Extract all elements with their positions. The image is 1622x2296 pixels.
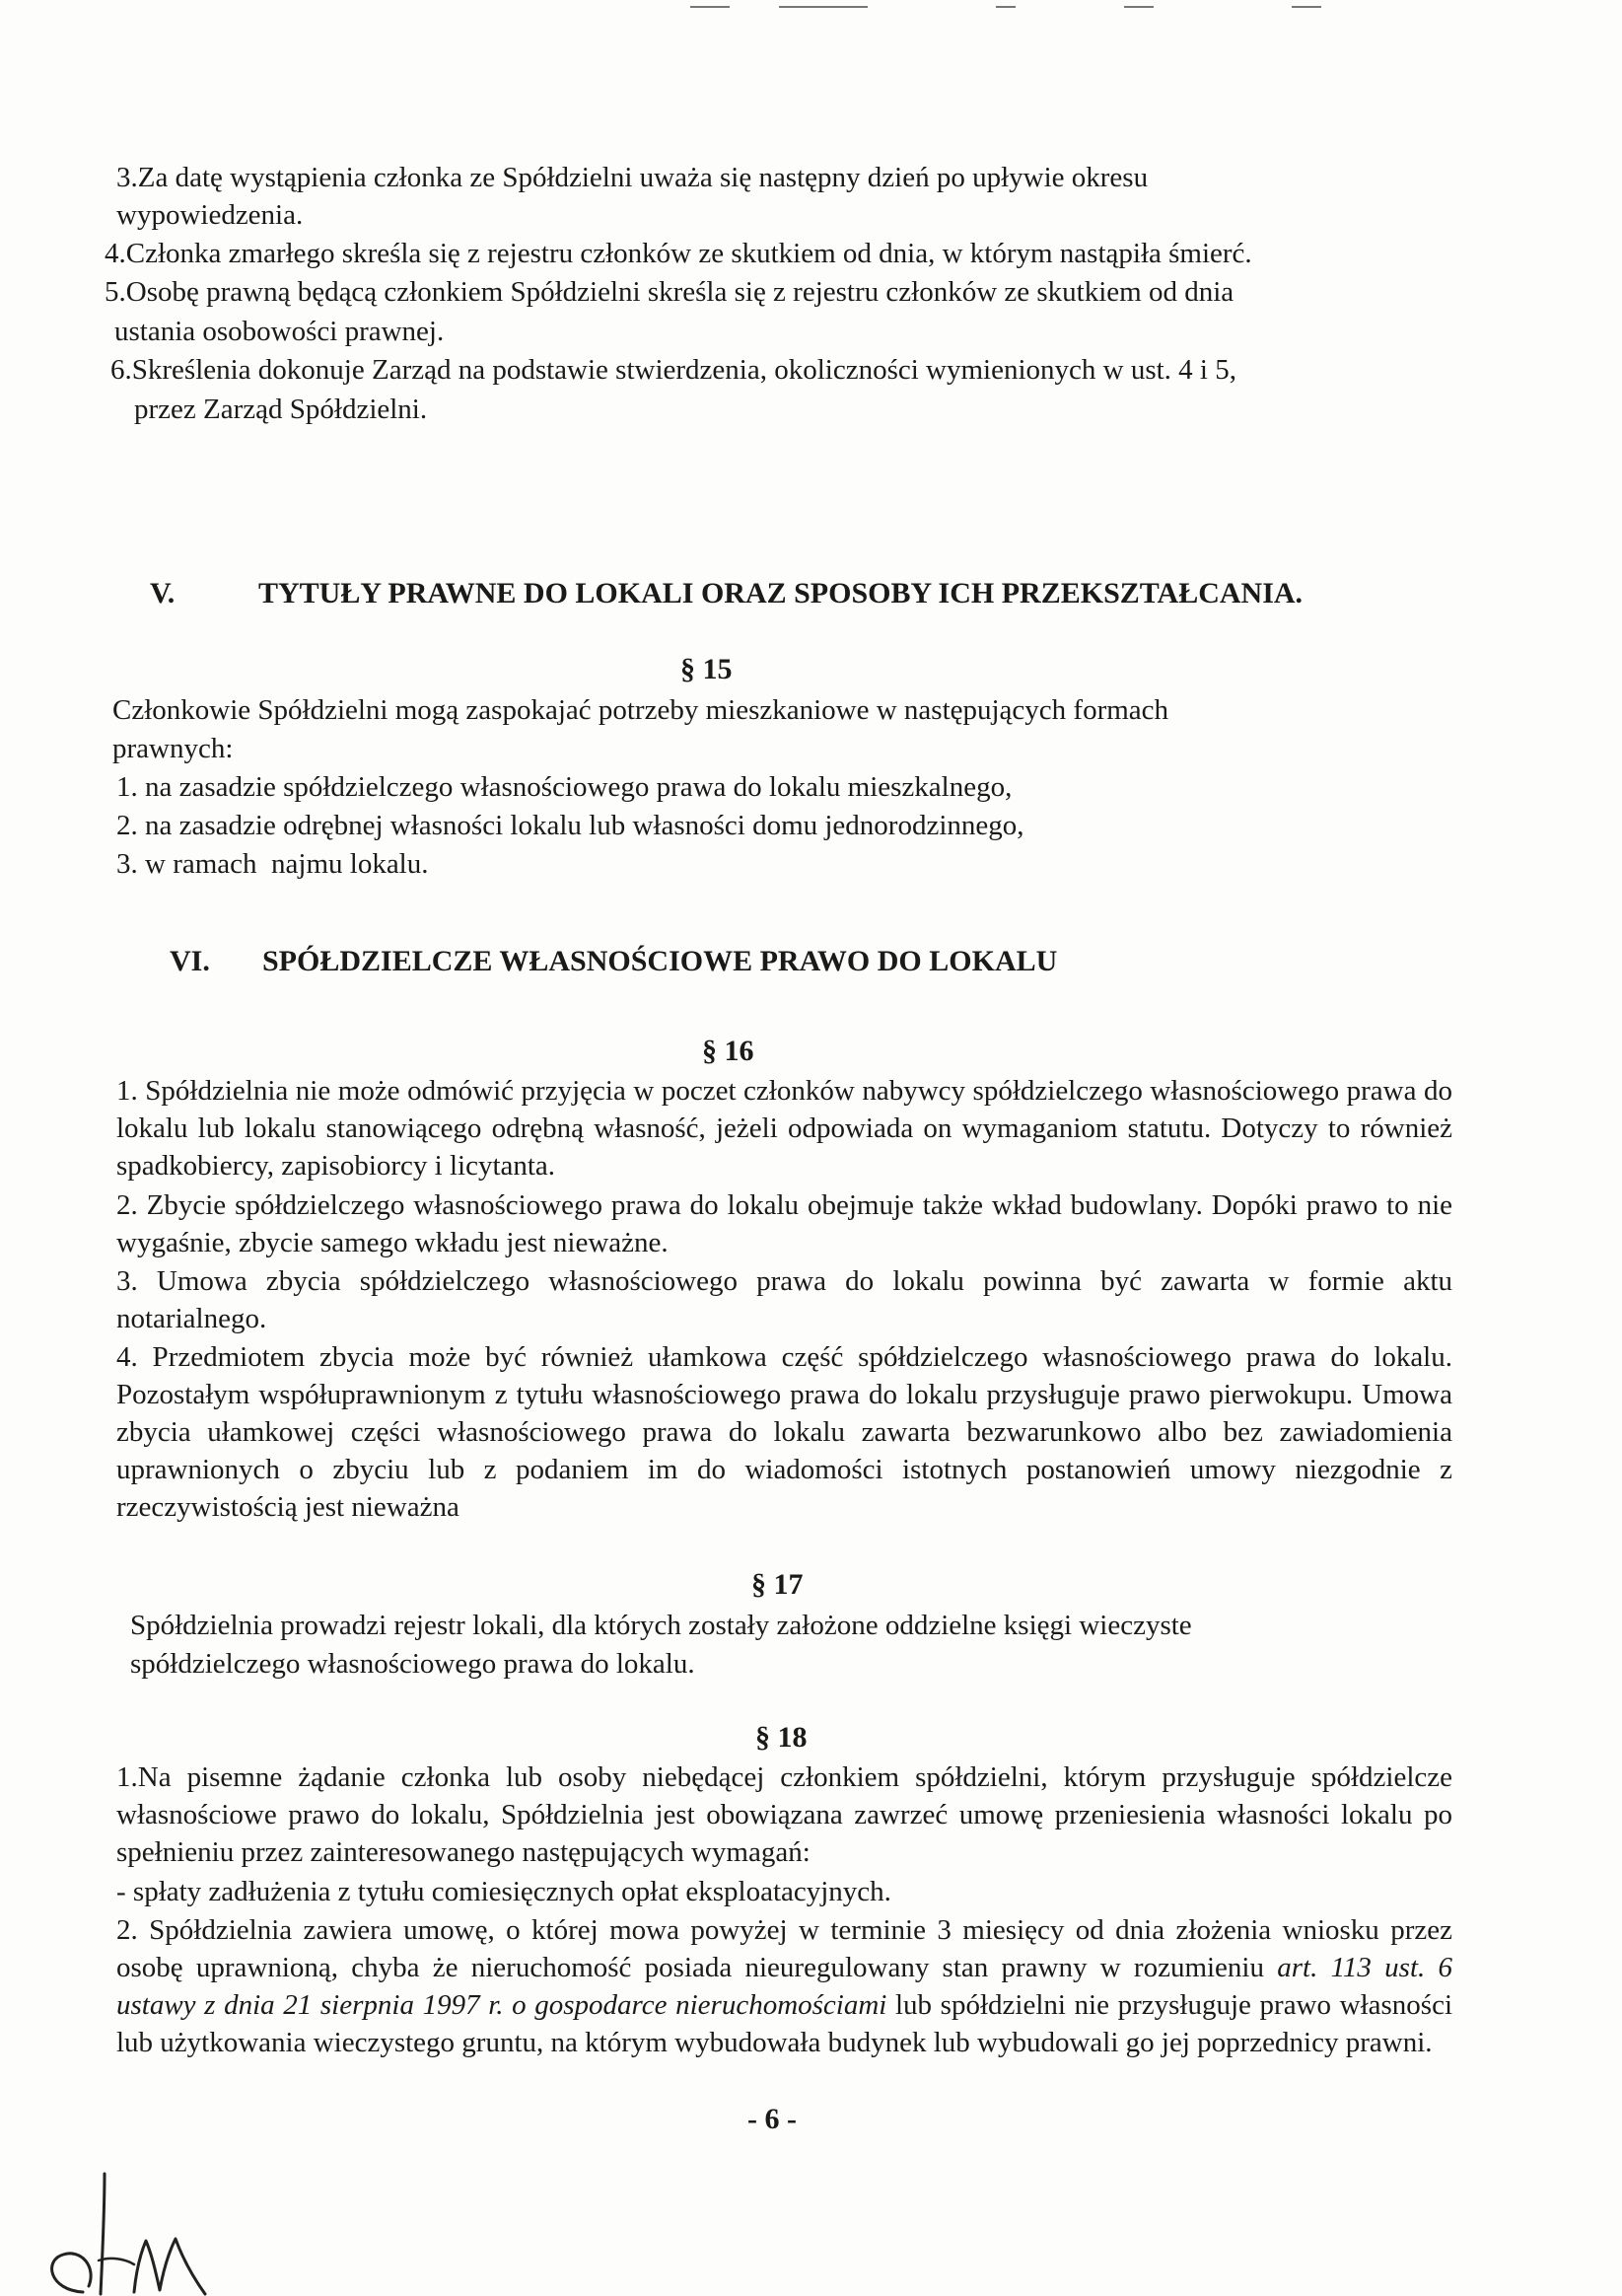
article-item: 3.Za datę wystąpienia członka ze Spółdzielni uważa się następny dzień po upływie okresu <box>116 162 1149 193</box>
list-item: 2. na zasadzie odrębnej własności lokalu lub własności domu jednorodzinnego, <box>116 810 1024 841</box>
section-title: § 17 <box>751 1568 804 1601</box>
section-text: prawnych: <box>112 733 234 764</box>
paragraph: 1. Spółdzielnia nie może odmówić przyjęcia w poczet członków nabywcy spółdzielczego własnościowego prawa do lokalu lub lokalu stanowiącego odrębną własność, jeżeli odpowiada on wymaganiom statutu. Dotyczy to również spadkobiercy, zapisobiorcy i licytanta. <box>116 1075 1452 1182</box>
scan-mark <box>690 6 730 8</box>
list-item: 3. w ramach najmu lokalu. <box>116 848 429 880</box>
handwritten-signature <box>39 2170 227 2296</box>
law-reference: art. 113 ust. 6 ustawy z dnia 21 sierpnia 1997 r. o gospodarce nieruchomościami <box>116 1952 1452 2021</box>
chapter-number: VI. <box>170 945 210 977</box>
section-text: spółdzielczego własnościowego prawa do lokalu. <box>130 1648 695 1680</box>
paragraph-text: lub spółdzielni nie przysługuje prawo własności lub użytkowania wieczystego gruntu, na którym wybudowała budynek lub wybudowali go jej poprzednicy prawni. <box>116 1989 1452 2058</box>
paragraph-text: 2. Spółdzielnia zawiera umowę, o której mowa powyżej w terminie 3 miesięcy od dnia złożenia wniosku przez osobę uprawnioną, chyba że nieruchomość posiada nieuregulowany stan prawny w rozumieniu <box>116 1914 1452 1983</box>
section-title: § 18 <box>755 1721 808 1754</box>
article-item: ustania osobowości prawnej. <box>114 316 445 347</box>
paragraph: 3. Umowa zbycia spółdzielczego własnościowego prawa do lokalu powinna być zawarta w formie aktu notarialnego. <box>116 1265 1452 1334</box>
page-number: - 6 - <box>747 2103 797 2135</box>
list-item: - spłaty zadłużenia z tytułu comiesięcznych opłat eksploatacyjnych. <box>116 1876 891 1907</box>
scan-mark <box>1292 6 1321 8</box>
paragraph: 1.Na pisemne żądanie członka lub osoby niebędącej członkiem spółdzielni, którym przysługuje spółdzielcze własnościowe prawo do lokalu, Spółdzielnia jest obowiązana zawrzeć umowę przeniesienia własności lokalu po spełnieniu przez zainteresowanego następujących wymagań: <box>116 1761 1452 1868</box>
section-text: Członkowie Spółdzielni mogą zaspokajać potrzeby mieszkaniowe w następujących formach <box>112 694 1169 726</box>
chapter-title: SPÓŁDZIELCZE WŁASNOŚCIOWE PRAWO DO LOKALU <box>262 945 1058 977</box>
article-item: przez Zarząd Spółdzielni. <box>134 394 428 425</box>
article-item: 6.Skreślenia dokonuje Zarząd na podstawie stwierdzenia, okoliczności wymienionych w ust. 4 i 5, <box>110 354 1236 386</box>
scan-mark <box>1124 6 1154 8</box>
scan-mark <box>779 6 868 8</box>
paragraph: 2. Zbycie spółdzielczego własnościowego prawa do lokalu obejmuje także wkład budowlany. Dopóki prawo to nie wygaśnie, zbycie samego wkładu jest nieważne. <box>116 1189 1452 1258</box>
article-item: 4.Członka zmarłego skreśla się z rejestru członków ze skutkiem od dnia, w którym nastąpiła śmierć. <box>105 238 1252 269</box>
section-text: Spółdzielnia prowadzi rejestr lokali, dla których zostały założone oddzielne księgi wieczyste <box>130 1610 1192 1641</box>
article-item: wypowiedzenia. <box>116 199 304 231</box>
scan-mark <box>996 6 1016 8</box>
section-title: § 15 <box>680 653 733 685</box>
chapter-number: V. <box>150 577 176 610</box>
chapter-title: TYTUŁY PRAWNE DO LOKALI ORAZ SPOSOBY ICH PRZEKSZTAŁCANIA. <box>258 577 1304 610</box>
paragraph <box>116 1911 1452 2061</box>
paragraph: 4. Przedmiotem zbycia może być również ułamkowa część spółdzielczego własnościowego prawa do lokalu. Pozostałym współuprawnionym z tytułu własnościowego prawa do lokalu przysługuje prawo pierwokupu. Umowa zbycia ułamkowej części własnościowego prawa do lokalu zawarta bezwarunkowo albo bez zawiadomienia uprawnionych o zbyciu lub z podaniem im do wiadomości istotnych postanowień umowy niezgodnie z rzeczywistością jest nieważna <box>116 1341 1452 1523</box>
section-title: § 16 <box>702 1035 754 1067</box>
article-item: 5.Osobę prawną będącą członkiem Spółdzielni skreśla się z rejestru członków ze skutkiem od dnia <box>105 276 1234 308</box>
list-item: 1. na zasadzie spółdzielczego własnościowego prawa do lokalu mieszkalnego, <box>116 771 1013 803</box>
